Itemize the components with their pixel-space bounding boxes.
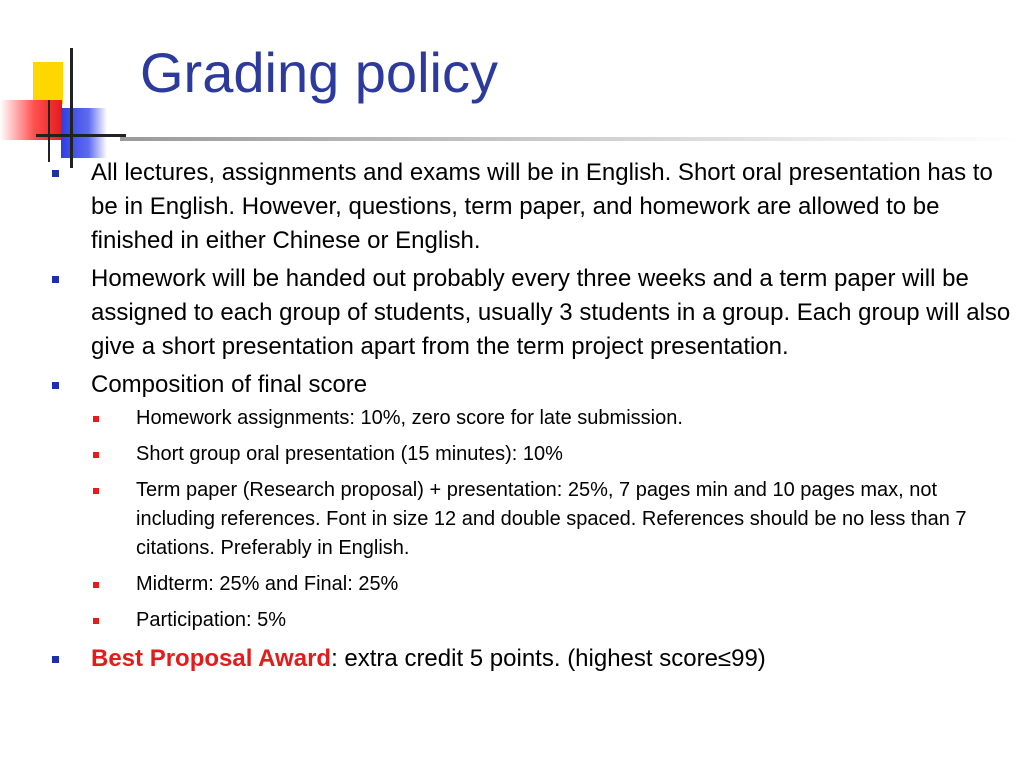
decoration-horizontal-line: [36, 134, 126, 137]
square-bullet-icon: [93, 452, 99, 458]
sub-bullet-item: [91, 606, 1015, 635]
bullet-text: Composition of final score: [91, 371, 368, 398]
sub-bullet-text: Homework assignments: 10%, zero score for late submission.: [136, 407, 683, 429]
sub-bullet-list: [91, 404, 1015, 635]
bullet-item: [50, 642, 1015, 676]
square-bullet-icon: [52, 276, 59, 283]
bullet-item: [50, 368, 1015, 635]
decoration-blue-block: [61, 108, 107, 158]
square-bullet-icon: [52, 382, 59, 389]
sub-bullet-text: Short group oral presentation (15 minutes): 10%: [136, 443, 563, 465]
bullet-item: [50, 156, 1015, 258]
bullet-text: All lectures, assignments and exams will be in English. Short oral presentation has to be in English. However, questions, term paper, and homework are allowed to be finished in either Chinese or English.: [91, 159, 993, 254]
sub-bullet-item: [91, 476, 1015, 563]
square-bullet-icon: [93, 416, 99, 422]
sub-bullet-item: [91, 570, 1015, 599]
award-highlight: Best Proposal Award: [91, 645, 332, 672]
square-bullet-icon: [52, 656, 59, 663]
sub-bullet-text: Midterm: 25% and Final: 25%: [136, 573, 399, 595]
decoration-yellow-block: [33, 62, 63, 104]
square-bullet-icon: [93, 618, 99, 624]
decoration-vertical-line: [70, 48, 73, 168]
bullet-text: : extra credit 5 points. (highest score≤99): [331, 645, 766, 672]
square-bullet-icon: [93, 488, 99, 494]
decoration-vertical-line-short: [48, 100, 50, 162]
sub-bullet-text: Participation: 5%: [136, 609, 287, 631]
slide-body: [50, 156, 1015, 680]
sub-bullet-text: Term paper (Research proposal) + presentation: 25%, 7 pages min and 10 pages max, not including references. Font in size 12 and double spaced. References should be no less than 7 citations. Preferably in English.: [136, 479, 967, 559]
sub-bullet-item: [91, 440, 1015, 469]
bullet-list: [50, 156, 1015, 676]
sub-bullet-item: [91, 404, 1015, 433]
title-underline: [120, 137, 1024, 141]
square-bullet-icon: [52, 170, 59, 177]
bullet-item: [50, 262, 1015, 364]
square-bullet-icon: [93, 582, 99, 588]
bullet-text: Homework will be handed out probably every three weeks and a term paper will be assigned to each group of students, usually 3 students in a group. Each group will also give a short presentation apart from the term project presentation.: [91, 265, 1011, 360]
slide-title: Grading policy: [140, 41, 498, 104]
corner-decoration: [0, 0, 140, 170]
